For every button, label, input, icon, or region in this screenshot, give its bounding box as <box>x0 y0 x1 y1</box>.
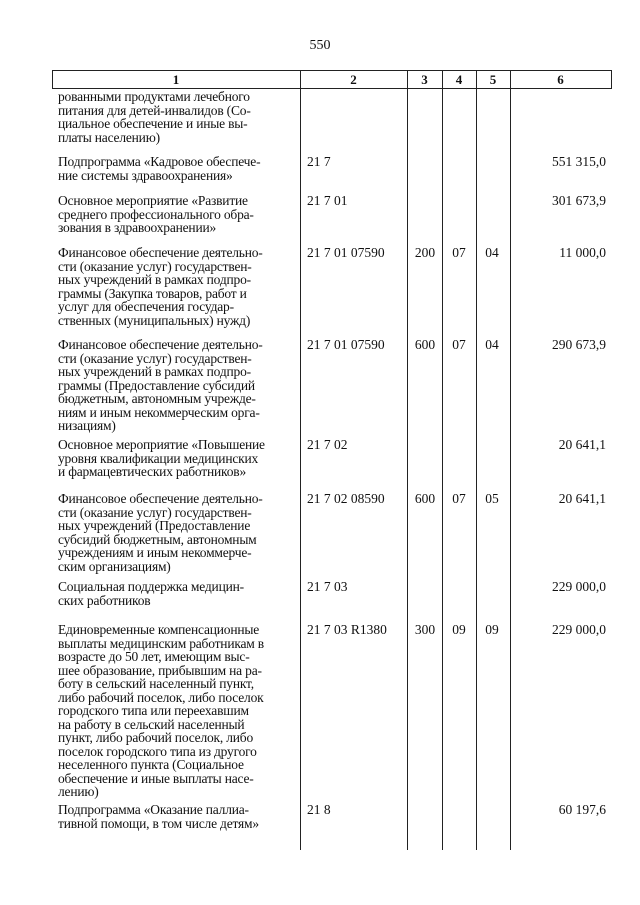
row-col-3: 600 <box>414 491 436 506</box>
row-name: Единовременные компенсационные выплаты медицинским работникам в возрасте до 50 лет, имеющим выс- шее образование, прибывшим на ра- боту в сельский населенный пункт, либо рабочий поселок, либо поселок городского типа или переехавшим на работу в сельский населенный пункт, либо рабочий поселок, либо поселок городского типа из другого неселенного пункта (Социальное обеспечение и иные выплаты насе- лению) <box>58 622 264 799</box>
row-code: 21 7 01 07590 <box>307 337 385 352</box>
row-code: 21 8 <box>307 802 331 817</box>
row-name: Основное мероприятие «Развитие среднего профессионального обра- зования в здравоохранении» <box>58 193 254 235</box>
col-border-3-4 <box>442 70 443 850</box>
row-name: Финансовое обеспечение деятельно- сти (оказание услуг) государствен- ных учреждений в рамках подпро- граммы (Предоставление субсидий бюджетным, автономным учрежде- ниям и иным некоммерческим орга- низациям) <box>58 337 263 433</box>
row-col-4: 09 <box>452 622 466 637</box>
row-code: 21 7 03 <box>307 579 348 594</box>
row-col-5: 04 <box>485 337 499 352</box>
row-amount: 229 000,0 <box>552 622 606 637</box>
row-col-4: 07 <box>452 491 466 506</box>
row-col-5: 05 <box>485 491 499 506</box>
row-name: Подпрограмма «Кадровое обеспече- ние системы здравоохранения» <box>58 154 261 183</box>
col-border-2-3 <box>407 70 408 850</box>
row-amount: 20 641,1 <box>558 491 606 506</box>
row-name: Финансовое обеспечение деятельно- сти (оказание услуг) государствен- ных учреждений в рамках подпро- граммы (Закупка товаров, работ и услуг для обеспечения государ- ственных (муниципальных) нужд) <box>58 245 263 328</box>
row-amount: 60 197,6 <box>558 802 606 817</box>
col-border-5-6 <box>510 70 511 850</box>
row-code: 21 7 01 07590 <box>307 245 385 260</box>
col-border-4-5 <box>476 70 477 850</box>
row-col-3: 200 <box>414 245 436 260</box>
row-code: 21 7 <box>307 154 331 169</box>
row-code: 21 7 02 <box>307 437 348 452</box>
row-amount: 20 641,1 <box>558 437 606 452</box>
header-col-1: 1 <box>172 72 180 87</box>
row-col-4: 07 <box>452 337 466 352</box>
row-col-5: 04 <box>485 245 499 260</box>
row-name: Социальная поддержка медицин- ских работников <box>58 579 244 608</box>
header-col-2: 2 <box>350 72 357 87</box>
row-amount: 301 673,9 <box>552 193 606 208</box>
row-code: 21 7 03 R1380 <box>307 622 387 637</box>
page-number: 550 <box>309 38 331 53</box>
row-col-3: 600 <box>414 337 436 352</box>
budget-table <box>52 70 612 850</box>
col-border-1-2 <box>300 70 301 850</box>
header-col-3: 3 <box>421 72 428 87</box>
row-name: Основное мероприятие «Повышение уровня квалификации медицинских и фармацевтических работников» <box>58 437 265 479</box>
row-name: рованными продуктами лечебного питания для детей-инвалидов (Со- циальное обеспечение и иные вы- платы населению) <box>58 89 251 145</box>
table-top-border <box>52 70 612 71</box>
header-col-4: 4 <box>455 72 463 87</box>
row-amount: 11 000,0 <box>559 245 606 260</box>
row-col-4: 07 <box>452 245 466 260</box>
row-amount: 290 673,9 <box>552 337 606 352</box>
row-col-5: 09 <box>485 622 499 637</box>
row-code: 21 7 02 08590 <box>307 491 385 506</box>
row-amount: 551 315,0 <box>552 154 606 169</box>
col-border-right <box>611 70 612 88</box>
row-amount: 229 000,0 <box>552 579 606 594</box>
row-code: 21 7 01 <box>307 193 348 208</box>
row-name: Финансовое обеспечение деятельно- сти (оказание услуг) государствен- ных учреждений (Предоставление субсидий бюджетным, автономным учреждениям и иным некоммерче- ским организациям) <box>58 491 263 574</box>
row-name: Подпрограмма «Оказание паллиа- тивной помощи, в том числе детям» <box>58 802 259 831</box>
header-col-5: 5 <box>489 72 497 87</box>
row-col-3: 300 <box>414 622 436 637</box>
header-col-6: 6 <box>557 72 564 87</box>
